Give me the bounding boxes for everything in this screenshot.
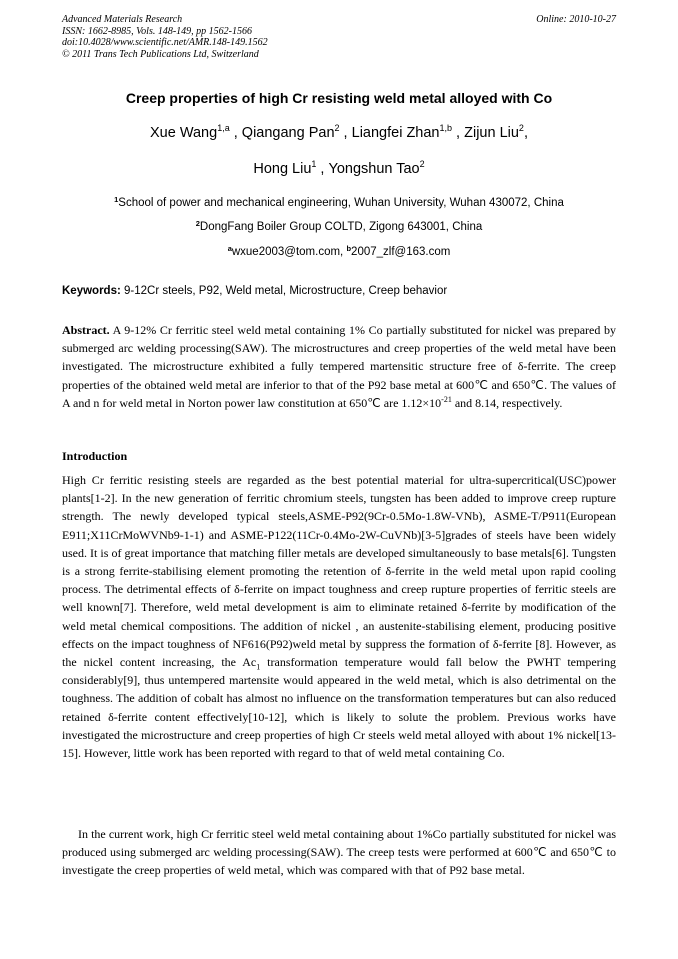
journal-name: Advanced Materials Research — [62, 14, 183, 25]
doi-line[interactable]: doi:10.4028/www.scientific.net/AMR.148-149.1562 — [62, 37, 268, 48]
affiliation-2 — [0, 220, 678, 235]
email-address[interactable]: 2007_zlf@163.com — [351, 246, 451, 258]
author-name: Hong Liu — [253, 161, 312, 177]
abstract-paragraph — [62, 321, 616, 412]
author-name: Xue Wang — [150, 125, 218, 141]
author-affiliation-mark: 1,b — [439, 123, 453, 133]
keywords-text: 9-12Cr steels, P92, Weld metal, Microstructure, Creep behavior — [120, 285, 448, 297]
keywords — [62, 284, 616, 299]
affiliation-mark: 1 — [114, 195, 119, 204]
online-date: Online: 2010-10-27 — [536, 14, 616, 25]
copyright-line: © 2011 Trans Tech Publications Ltd, Switzerland — [62, 48, 259, 60]
author-name: Qiangang Pan — [241, 125, 335, 141]
email-mark: a — [227, 244, 232, 253]
author-line-2: Hong Liu$^1$ , Yongshun Tao$^2$ — [253, 159, 425, 177]
author-affiliation-mark: 2 — [334, 123, 340, 133]
paper-title: Creep properties of high Cr resisting weld metal alloyed with Co — [125, 90, 553, 106]
email-address[interactable]: wxue2003@tom.com, — [231, 246, 347, 258]
affiliation-text: School of power and mechanical engineering, Wuhan University, Wuhan 430072, China — [118, 197, 564, 209]
author-name: Zijun Liu — [464, 125, 519, 141]
journal-header — [62, 14, 616, 60]
paragraph-text: transformation temperature would fall below the PWHT tempering considerably[9], thus untempered martensite would appeared in the weld metal, which is also detrimental on the toughness. The addition of cobalt has almost no influence on the transformation temperatures but can also reduced retained δ-ferrite content effectively[10-12], which is likely to solute the problem. Previous works have investigated the microstructure and creep properties of high Cr steels weld metal alloyed with about 1% nickel[13-15]. However, little work has been reported with regard to that of weld metal containing Co. — [62, 655, 616, 761]
author-line-1: Xue Wang$^{1,a}$ , Qiangang Pan$^2$ , Liangfei Zhan$^{1,b}$ , Zijun Liu$^2$, — [150, 123, 528, 141]
author-affiliation-mark: 1,a — [217, 123, 230, 133]
email-mark: b — [346, 244, 352, 253]
affiliation-text: DongFang Boiler Group COLTD, Zigong 643001, China — [199, 221, 483, 233]
paragraph-text: High Cr ferritic resisting steels are regarded as the best potential material for ultra-supercritical(USC)power plants[1-2]. In the new generation of ferritic chromium steels, tungsten has been added to improve creep rupture strength. The newly developed typical steels,ASME-P92(9Cr-0.5Mo-1.8W-VNb), ASME-T/P911(European E911;X11CrMoWVNb9-1-1) and ASME-P122(11Cr-0.4Mo-2W-CuVNb)[3-5]grades of steels have been widely used. It is of great importance that matching filler metals are developed simultaneously to base metals[6]. Tungsten is a strong ferrite-stabilising element promoting the retention of δ-ferrite in the weld metal upon rapid cooling process. The detrimental effects of δ-ferrite on impact toughness and creep rupture properties of ferritic steels are well known[7]. Therefore, weld metal development is aim to eliminate retained δ-ferrite by modification of the weld metal chemical compositions. The addition of nickel , an austenite-stabilising element, producing positive effects on the impact toughness of NF616(P92)weld metal by suppress the formation of δ-ferrite [8]. However, as the nickel content increasing, the Ac — [62, 473, 616, 670]
ac1-subscript: 1 — [256, 662, 261, 672]
author-name: Liangfei Zhan — [351, 125, 440, 141]
affiliation-mark: 2 — [195, 219, 200, 228]
issn-line: ISSN: 1662-8985, Vols. 148-149, pp 1562-1566 — [62, 25, 252, 37]
author-affiliation-mark: 2 — [419, 159, 425, 169]
abstract-text-end: and 8.14, respectively. — [451, 395, 563, 410]
email-line — [0, 245, 678, 260]
affiliation-1 — [0, 196, 678, 211]
author-affiliation-mark: 1 — [311, 159, 317, 169]
abstract-text: A 9-12% Cr ferritic steel weld metal containing 1% Co partially substituted for nickel was prepared by submerged arc welding processing(SAW). The microstructures and creep properties of the weld metal have been investigated. The microstructure exhibited a fully tempered martensitic structure free of δ-ferrite. The creep properties of the obtained weld metal are inferior to that of the P92 base metal at 600℃ and 650℃. The values of A and n for weld metal in Norton power law constitution at 650℃ are 1.12×10 — [62, 323, 616, 410]
introduction-paragraph-2: In the current work, high Cr ferritic steel weld metal containing about 1%Co partially substituted for nickel was produced using submerged arc welding processing(SAW). The creep tests were performed at 600℃ and 650℃ to investigate the creep properties of weld metal, which was compared with that of P92 base metal. — [62, 827, 616, 878]
introduction-paragraph-1 — [62, 471, 616, 762]
keywords-label: Keywords: — [62, 285, 121, 297]
section-heading-introduction: Introduction — [62, 449, 128, 463]
author-name: Yongshun Tao — [328, 161, 420, 177]
abstract-exponent: -21 — [441, 394, 452, 404]
author-affiliation-mark: 2 — [518, 123, 524, 133]
abstract-label: Abstract. — [62, 323, 110, 337]
